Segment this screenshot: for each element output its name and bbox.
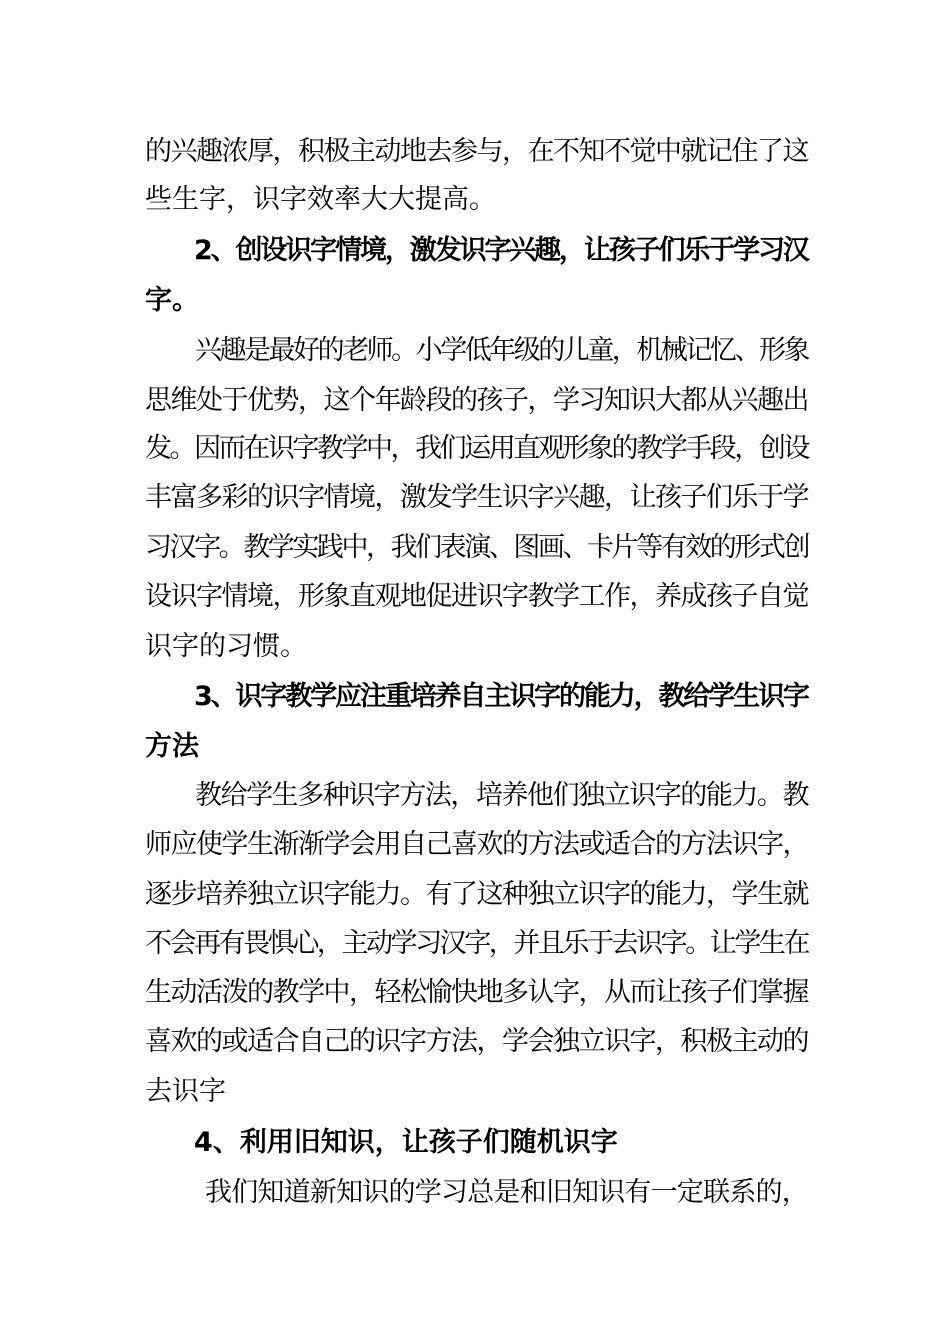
paragraph-line: 识字的习惯。 (145, 631, 307, 662)
paragraph-line: 发。因而在识字教学中，我们运用直观形象的教学手段，创设 (145, 433, 808, 464)
paragraph-line: 设识字情境，形象直观地促进识字教学工作，养成孩子自觉 (145, 581, 808, 612)
paragraph-line: 喜欢的或适合自己的识字方法，学会独立识字，积极主动的 (145, 1026, 808, 1057)
section-heading-3-cont: 方法 (145, 731, 199, 762)
paragraph-line: 去识字 (145, 1076, 226, 1107)
section-heading-4: 4、利用旧知识，让孩子们随机识字 (194, 1127, 618, 1158)
paragraph-line: 兴趣是最好的老师。小学低年级的儿童，机械记忆、形象 (195, 335, 808, 366)
section-heading-2-cont: 字。 (145, 285, 199, 316)
paragraph-line: 些生字，识字效率大大提高。 (145, 184, 496, 215)
paragraph-line: 逐步培养独立识字能力。有了这种独立识字的能力，学生就 (145, 879, 808, 910)
paragraph-line: 生动活泼的教学中，轻松愉快地多认字，从而让孩子们掌握 (145, 977, 808, 1008)
section-heading-2: 2、创设识字情境，激发识字兴趣，让孩子们乐于学习汉 (194, 235, 808, 266)
section-heading-3: 3、识字教学应注重培养自主识字的能力，教给学生识字 (194, 681, 808, 712)
paragraph-line: 我们知道新知识的学习总是和旧知识有一定联系的， (205, 1177, 808, 1208)
paragraph-line: 丰富多彩的识字情境，激发学生识字兴趣，让孩子们乐于学 (145, 482, 808, 513)
paragraph-line: 的兴趣浓厚，积极主动地去参与，在不知不觉中就记住了这 (145, 136, 808, 167)
paragraph-line: 不会再有畏惧心，主动学习汉字，并且乐于去识字。让学生在 (145, 928, 808, 959)
paragraph-line: 教给学生多种识字方法，培养他们独立识字的能力。教 (195, 780, 808, 811)
paragraph-line: 师应使学生渐渐学会用自己喜欢的方法或适合的方法识字， (145, 829, 808, 860)
paragraph-line: 思维处于优势，这个年龄段的孩子，学习知识大都从兴趣出 (145, 385, 808, 416)
paragraph-line: 习汉字。教学实践中，我们表演、图画、卡片等有效的形式创 (145, 532, 808, 563)
